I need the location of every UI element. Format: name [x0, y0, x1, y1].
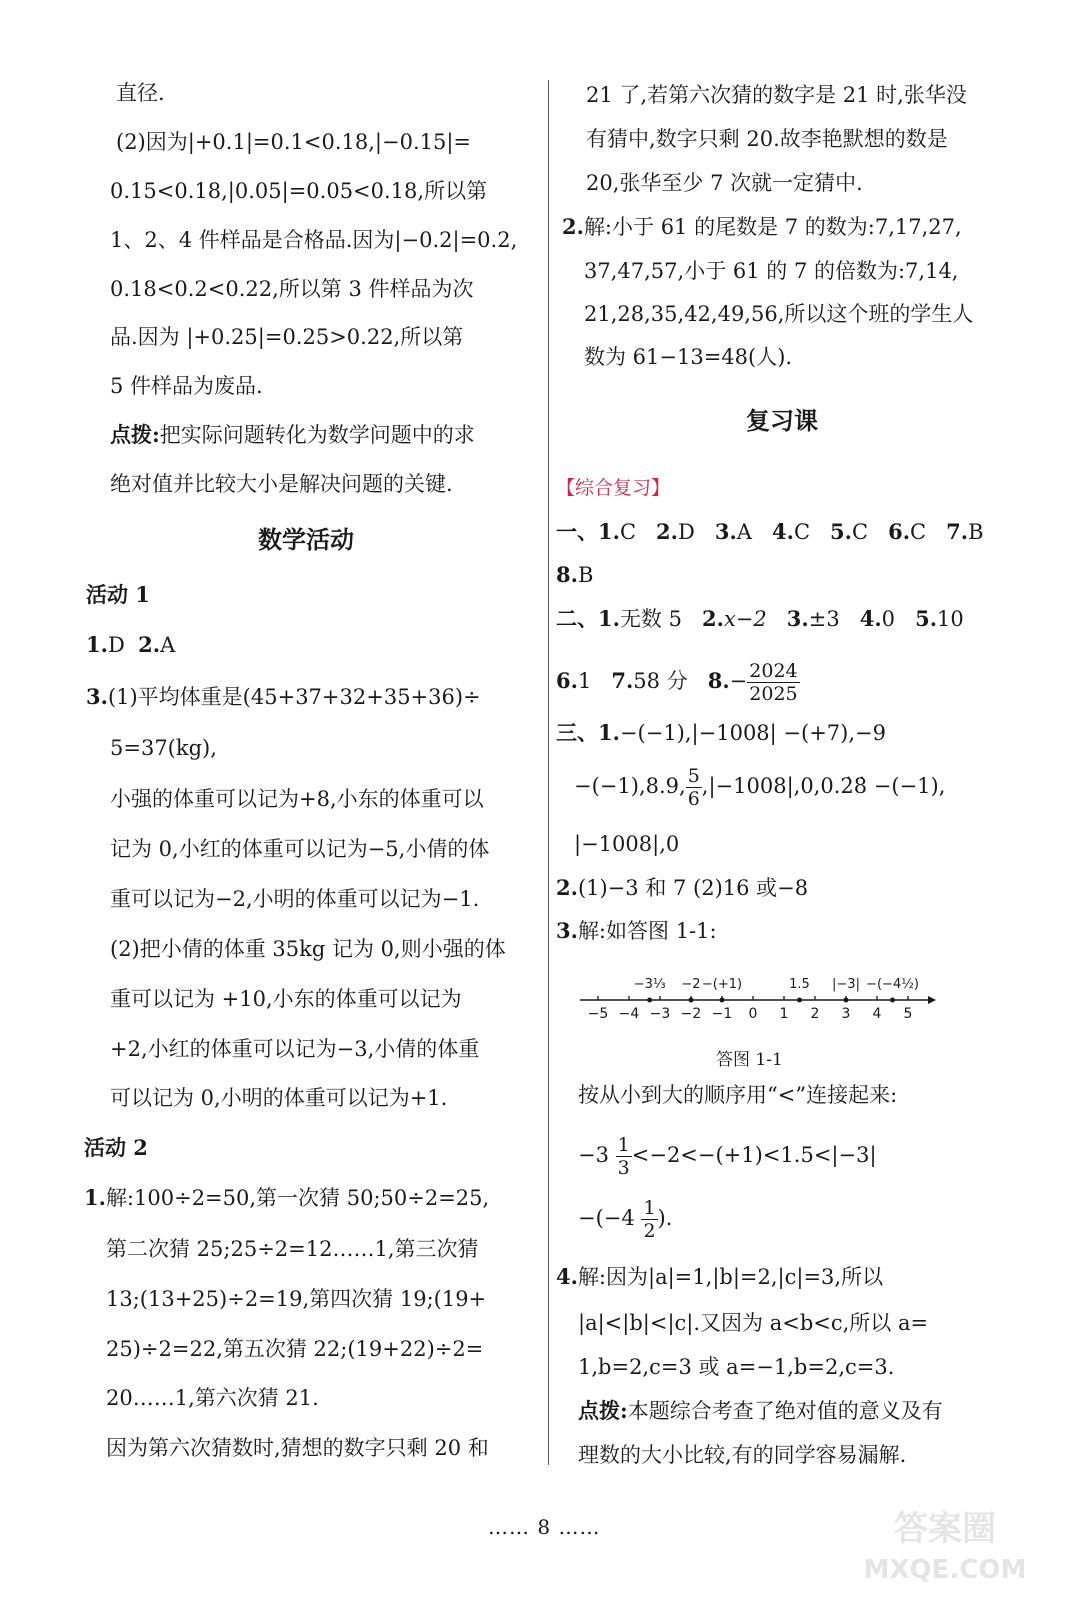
answer-text: 解:小于 61 的尾数是 7 的数为:7,17,27,	[583, 215, 962, 239]
answer: C	[851, 520, 869, 544]
answer: 0	[881, 607, 896, 631]
text-line: 1,b=2,c=3 或 a=−1,b=2,c=3.	[578, 1355, 895, 1379]
question-number: 5.	[915, 606, 938, 631]
text-line: (2)因为|+0.1|=0.1<0.18,|−0.15|=	[116, 130, 472, 154]
answer-text: ,|−1008|,0,0.2̇8̇ −(−1),	[701, 774, 946, 798]
answer-text: 解:因为|a|=1,|b|=2,|c|=3,所以	[577, 1265, 884, 1289]
point-label: 1.5	[789, 977, 810, 992]
tip-label: 点拨:	[110, 422, 160, 447]
text-line: 13;(13+25)÷2=19,第四次猜 19;(19+	[106, 1287, 487, 1311]
text-line: 可以记为 0,小明的体重可以记为+1.	[110, 1086, 448, 1110]
tick-label: −4	[618, 1006, 640, 1022]
question-number: 3.	[556, 918, 578, 943]
question-number: 8.	[556, 562, 578, 587]
question-number: 4.	[772, 519, 794, 544]
answer-line	[556, 916, 717, 946]
fraction-denominator: 2	[643, 1220, 656, 1242]
tick-label: 4	[872, 1006, 882, 1022]
answer: D	[677, 520, 695, 544]
figure-caption: 答图 1-1	[716, 1050, 783, 1070]
answer-line	[86, 682, 481, 712]
question-number: 1.	[598, 519, 620, 544]
part-prefix: 二、	[556, 606, 598, 631]
watermark-logo	[845, 1490, 1045, 1590]
answer: C	[793, 520, 811, 544]
column-divider	[548, 80, 549, 1465]
part-prefix: 一、	[556, 519, 598, 544]
fraction-denominator: 2025	[749, 683, 798, 705]
text-line: 21,28,35,42,49,56,所以这个班的学生人	[584, 302, 974, 326]
question-number: 7.	[946, 519, 969, 544]
answer-text: 解:100÷2=50,第一次猜 50;50÷2=25,	[105, 1186, 490, 1210]
fraction-numerator: 5	[687, 765, 700, 787]
answer: 58 分	[633, 669, 688, 693]
answer: D	[107, 633, 125, 657]
question-number: 1.	[86, 632, 108, 657]
text-line: 37,47,57,小于 61 的 7 的倍数为:7,14,	[584, 259, 959, 283]
tip-label: 点拨:	[578, 1398, 628, 1423]
minus-sign: −	[729, 669, 748, 693]
text-line: 因为第六次猜数时,猜想的数字只剩 20 和	[106, 1436, 489, 1460]
text-line: 重可以记为 +10,小东的体重可以记为	[110, 987, 462, 1011]
text-line: 数为 61−13=48(人).	[584, 345, 793, 369]
question-number: 2.	[562, 214, 584, 239]
answer: A	[160, 633, 176, 657]
question-number: 5.	[830, 519, 852, 544]
question-number: 2.	[656, 519, 678, 544]
text-line: 1、2、4 件样品是合格品.因为|−0.2|=0.2,	[110, 228, 518, 252]
page-number: …… 8 ……	[488, 1515, 601, 1539]
text-line: |−1008|,0	[574, 832, 680, 856]
question-number: 6.	[888, 519, 911, 544]
text-line: 20,张华至少 7 次就一定猜中.	[586, 171, 863, 195]
tick-label: 0	[748, 1006, 758, 1022]
answer: ±3	[808, 607, 840, 631]
fraction	[747, 660, 799, 705]
answer: C	[910, 520, 927, 544]
text-line: (2)把小倩的体重 35kg 记为 0,则小强的体	[110, 937, 506, 961]
svg-text:答案圈: 答案圈	[894, 1509, 996, 1549]
answer: x−2	[723, 607, 767, 631]
answer-text: (1)平均体重是(45+37+32+35+36)÷	[107, 685, 481, 709]
tick-label: 2	[810, 1006, 820, 1022]
tip-text: 本题综合考查了绝对值的意义及有	[627, 1399, 943, 1423]
text-line: 0.18<0.2<0.22,所以第 3 件样品为次	[110, 277, 474, 301]
fraction	[686, 765, 702, 810]
question-number: 6.	[556, 668, 578, 693]
text-line: 21 了,若第六次猜的数字是 21 时,张华没	[586, 83, 967, 107]
activity-label: 活动 1	[86, 582, 150, 607]
answer-text: −(−1),|−1008| −(+7),−9	[619, 721, 886, 745]
point-label: −(+1)	[701, 977, 743, 992]
tip-text: 理数的大小比较,有的同学容易漏解.	[578, 1443, 907, 1467]
text-line: 品.因为 |+0.25|=0.25>0.22,所以第	[110, 325, 464, 349]
text-line: 小强的体重可以记为+8,小东的体重可以	[110, 787, 484, 811]
question-number: 3.	[714, 519, 737, 544]
fraction-numerator: 1	[643, 1197, 656, 1219]
tip-paragraph	[578, 1396, 943, 1426]
answer: B	[577, 563, 594, 587]
number-line-figure	[578, 965, 938, 1025]
point-label: −2	[681, 977, 701, 992]
text-line: 5 件样品为废品.	[110, 374, 263, 398]
fraction-numerator: 2024	[749, 660, 798, 682]
activity-label: 活动 2	[84, 1135, 148, 1160]
answer-text: ).	[657, 1206, 673, 1230]
answer-line	[578, 1196, 672, 1242]
answer-line	[578, 1133, 877, 1179]
answer-line	[574, 764, 945, 810]
number-point	[647, 998, 652, 1003]
fraction	[616, 1134, 632, 1179]
text-line: 25)÷2=22,第五次猜 22;(19+22)÷2=	[106, 1337, 484, 1361]
answer-line	[556, 718, 886, 748]
answer: 1	[577, 669, 592, 693]
point-label: −3⅓	[633, 977, 666, 992]
tip-text: 把实际问题转化为数学问题中的求	[159, 423, 475, 447]
answer: B	[968, 520, 984, 544]
question-number: 7.	[611, 668, 634, 693]
part-prefix: 三、	[556, 720, 598, 745]
question-number: 8.	[707, 668, 730, 693]
text-line: 按从小到大的顺序用“<”连接起来:	[578, 1083, 898, 1107]
answer-line	[556, 873, 808, 903]
tick-label: −3	[649, 1006, 671, 1022]
fraction	[641, 1197, 657, 1242]
tip-paragraph	[110, 420, 475, 450]
answer: 10	[937, 607, 964, 631]
text-line: 5=37(kg),	[110, 736, 217, 760]
answer-text: (1)−3 和 7 (2)16 或−8	[577, 876, 809, 900]
tick-label: 5	[903, 1006, 913, 1022]
answer: A	[736, 520, 752, 544]
tick-label: −1	[711, 1006, 733, 1022]
question-number: 3.	[786, 606, 809, 631]
answer-text: −3	[578, 1143, 609, 1167]
answer-line	[86, 630, 175, 660]
answer-line	[84, 1183, 489, 1213]
point-label: −(−4½)	[866, 977, 919, 992]
question-number: 4.	[556, 1264, 578, 1289]
fraction-numerator: 1	[617, 1134, 630, 1156]
question-number: 1.	[598, 606, 620, 631]
svg-text:MXQE.COM: MXQE.COM	[863, 1555, 1027, 1585]
text-line: 20……1,第六次猜 21.	[106, 1386, 319, 1410]
tip-text: 绝对值并比较大小是解决问题的关键.	[110, 472, 453, 496]
number-point	[720, 998, 725, 1003]
fraction-denominator: 3	[617, 1157, 630, 1179]
number-point	[890, 998, 895, 1003]
text-line: 重可以记为−2,小明的体重可以记为−1.	[110, 887, 480, 911]
tick-label: −5	[587, 1006, 609, 1022]
question-number: 2.	[702, 606, 724, 631]
tick-label: 3	[841, 1006, 851, 1022]
text-line: +2,小红的体重可以记为−3,小倩的体重	[110, 1037, 480, 1061]
question-number: 2.	[138, 632, 161, 657]
answer: C	[619, 520, 637, 544]
answer-line	[562, 212, 962, 242]
text-line: 直径.	[116, 81, 165, 105]
fraction-denominator: 6	[687, 788, 700, 810]
section-title: 数学活动	[258, 525, 354, 554]
answer-line	[556, 604, 964, 634]
question-number: 1.	[598, 720, 620, 745]
answer-text: 解:如答图 1-1:	[577, 919, 717, 943]
text-line: 第二次猜 25;25÷2=12……1,第三次猜	[106, 1237, 479, 1261]
number-point	[689, 998, 694, 1003]
question-number: 4.	[859, 606, 882, 631]
axis-arrow-icon	[928, 996, 936, 1004]
text-line: 有猜中,数字只剩 20.故李艳默想的数是	[586, 127, 948, 151]
number-point	[844, 998, 849, 1003]
question-number: 3.	[86, 684, 108, 709]
tick-label: 1	[779, 1006, 789, 1022]
tick-label: −2	[680, 1006, 702, 1022]
section-title: 复习课	[746, 406, 818, 435]
text-line: 记为 0,小红的体重可以记为−5,小倩的体	[110, 837, 490, 861]
answer-text: −(−4	[578, 1206, 635, 1230]
answer-line	[556, 560, 593, 590]
answer-line	[556, 1262, 883, 1292]
text-line: |a|<|b|<|c|.又因为 a<b<c,所以 a=	[578, 1311, 929, 1335]
answer-text: −(−1),8.9,	[574, 774, 686, 798]
question-number: 2.	[556, 875, 578, 900]
answer-text: <−2<−(+1)<1.5<|−3|	[631, 1143, 877, 1167]
review-tag: 【综合复习】	[556, 477, 671, 499]
number-point	[797, 998, 802, 1003]
point-label: |−3|	[832, 977, 860, 992]
answer: 无数 5	[619, 607, 682, 631]
answer-line	[556, 660, 800, 705]
answer-line	[556, 517, 984, 547]
question-number: 1.	[84, 1185, 106, 1210]
text-line: 0.15<0.18,|0.05|=0.05<0.18,所以第	[110, 179, 488, 203]
